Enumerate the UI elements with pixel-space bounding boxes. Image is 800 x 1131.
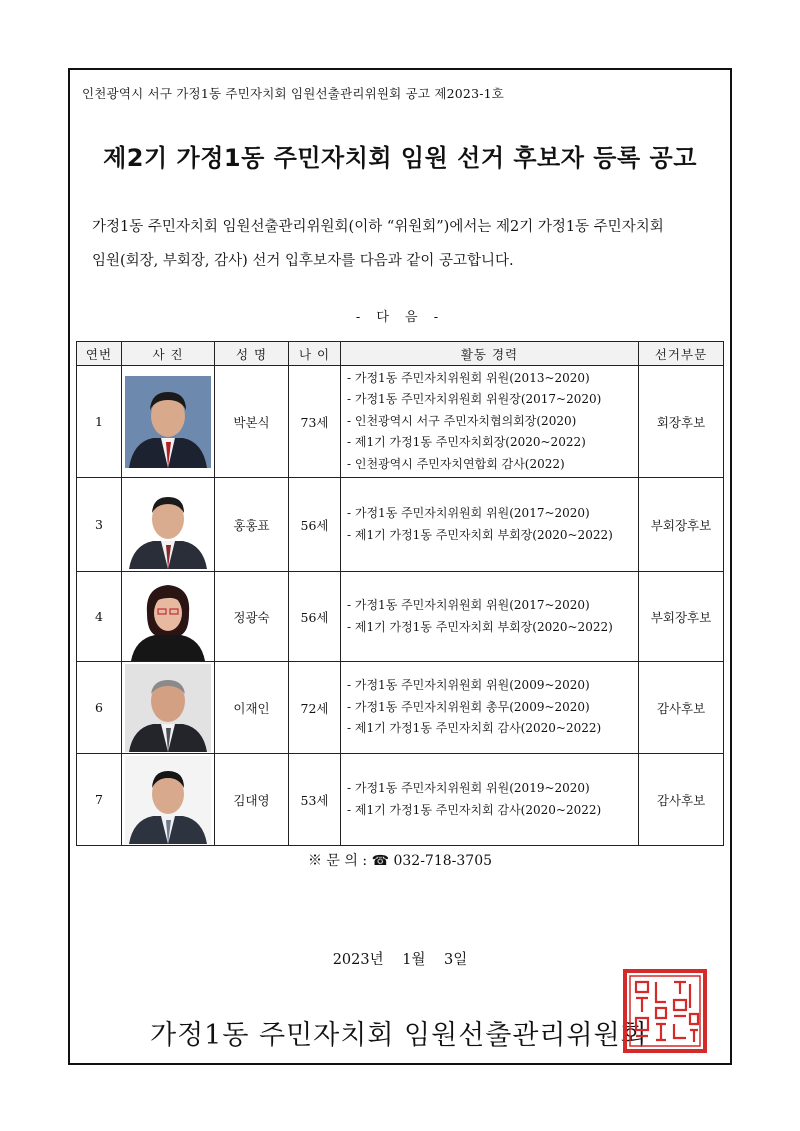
row-no: 1 (77, 366, 122, 478)
table-row (77, 366, 724, 478)
notice-date: 2023년 1월 3일 (332, 952, 468, 968)
career-cell (341, 366, 639, 478)
career-item: - 가정1동 주민자치위원회 위원(2013~2020) (347, 370, 590, 385)
header-category: 선거부문 (639, 342, 724, 366)
career-item: - 가정1동 주민자치위원회 총무(2009~2020) (347, 699, 590, 714)
candidate-name: 이재인 (215, 662, 289, 754)
candidate-age: 56세 (289, 478, 341, 572)
row-no: 7 (77, 754, 122, 846)
career-cell (341, 662, 639, 754)
candidate-table (76, 341, 724, 846)
header-career: 활동 경력 (341, 342, 639, 366)
row-no: 6 (77, 662, 122, 754)
candidate-name: 홍홍표 (215, 478, 289, 572)
candidate-age: 53세 (289, 754, 341, 846)
header-photo: 사 진 (122, 342, 215, 366)
election-category: 감사후보 (639, 754, 724, 846)
candidate-name: 박본식 (215, 366, 289, 478)
intro-line-1: 가정1동 주민자치회 임원선출관리위원회(이하 “위원회”)에서는 제2기 가정1동 주민자치회 (92, 219, 664, 235)
candidate-age: 56세 (289, 572, 341, 662)
career-item: - 가정1동 주민자치위원회 위원장(2017~2020) (347, 392, 602, 407)
candidate-age: 73세 (289, 366, 341, 478)
table-row (77, 754, 724, 846)
candidate-photo-cell (122, 662, 215, 754)
career-item: - 제1기 가정1동 주민자치회 부회장(2020~2022) (347, 527, 613, 542)
candidate-photo (125, 376, 211, 468)
career-item: - 가정1동 주민자치위원회 위원(2017~2020) (347, 598, 590, 612)
career-item: - 제1기 가정1동 주민자치회 감사(2020~2022) (347, 802, 602, 817)
candidate-photo (125, 664, 211, 752)
candidate-photo-cell (122, 754, 215, 846)
candidate-photo-cell (122, 366, 215, 478)
candidate-photo-cell (122, 572, 215, 662)
daum-heading: - 다 음 - (355, 310, 445, 325)
candidate-name: 정광숙 (215, 572, 289, 662)
career-item: - 제1기 가정1동 주민자치회장(2020~2022) (347, 435, 586, 450)
inquiry-label: ※ 문 의 : (307, 853, 368, 869)
candidate-name: 김대영 (215, 754, 289, 846)
table-row (77, 662, 724, 754)
career-item: - 인천광역시 주민자치연합회 감사(2022) (347, 456, 565, 471)
career-item: - 제1기 가정1동 주민자치회 감사(2020~2022) (347, 721, 602, 736)
election-category: 감사후보 (639, 662, 724, 754)
career-item: - 제1기 가정1동 주민자치회 부회장(2020~2022) (347, 619, 613, 634)
candidate-age: 72세 (289, 662, 341, 754)
intro-line-2: 임원(회장, 부회장, 감사) 선거 입후보자를 다음과 같이 공고합니다. (92, 253, 514, 269)
phone-icon: ☎ (371, 853, 390, 869)
header-name: 성 명 (215, 342, 289, 366)
organization-name: 가정1동 주민자치회 임원선출관리위원회 (150, 1020, 648, 1051)
candidate-photo (125, 573, 211, 661)
header-age: 나 이 (289, 342, 341, 366)
notice-number: 인천광역시 서구 가정1동 주민자치회 임원선출관리위원회 공고 제2023-1호 (82, 86, 505, 101)
row-no: 3 (77, 478, 122, 572)
inquiry-line (68, 850, 732, 870)
career-item: - 가정1동 주민자치위원회 위원(2009~2020) (347, 678, 590, 693)
header-no: 연번 (77, 342, 122, 366)
table-row (77, 572, 724, 662)
election-category: 부회장후보 (639, 478, 724, 572)
table-header-row (77, 342, 724, 366)
election-category: 부회장후보 (639, 572, 724, 662)
official-seal-stamp (622, 968, 708, 1054)
candidate-photo (125, 481, 211, 569)
intro-paragraph (92, 210, 712, 278)
candidate-photo (125, 756, 211, 844)
table-row (77, 478, 724, 572)
career-item: - 가정1동 주민자치위원회 위원(2017~2020) (347, 506, 590, 520)
career-cell (341, 754, 639, 846)
career-cell (341, 478, 639, 572)
career-item: - 가정1동 주민자치위원회 위원(2019~2020) (347, 781, 590, 795)
page-title: 제2기 가정1동 주민자치회 임원 선거 후보자 등록 공고 (103, 144, 697, 172)
election-category: 회장후보 (639, 366, 724, 478)
candidate-photo-cell (122, 478, 215, 572)
career-cell (341, 572, 639, 662)
row-no: 4 (77, 572, 122, 662)
inquiry-phone: 032-718-3705 (393, 853, 493, 869)
career-item: - 인천광역시 서구 주민자치협의회장(2020) (347, 413, 577, 428)
